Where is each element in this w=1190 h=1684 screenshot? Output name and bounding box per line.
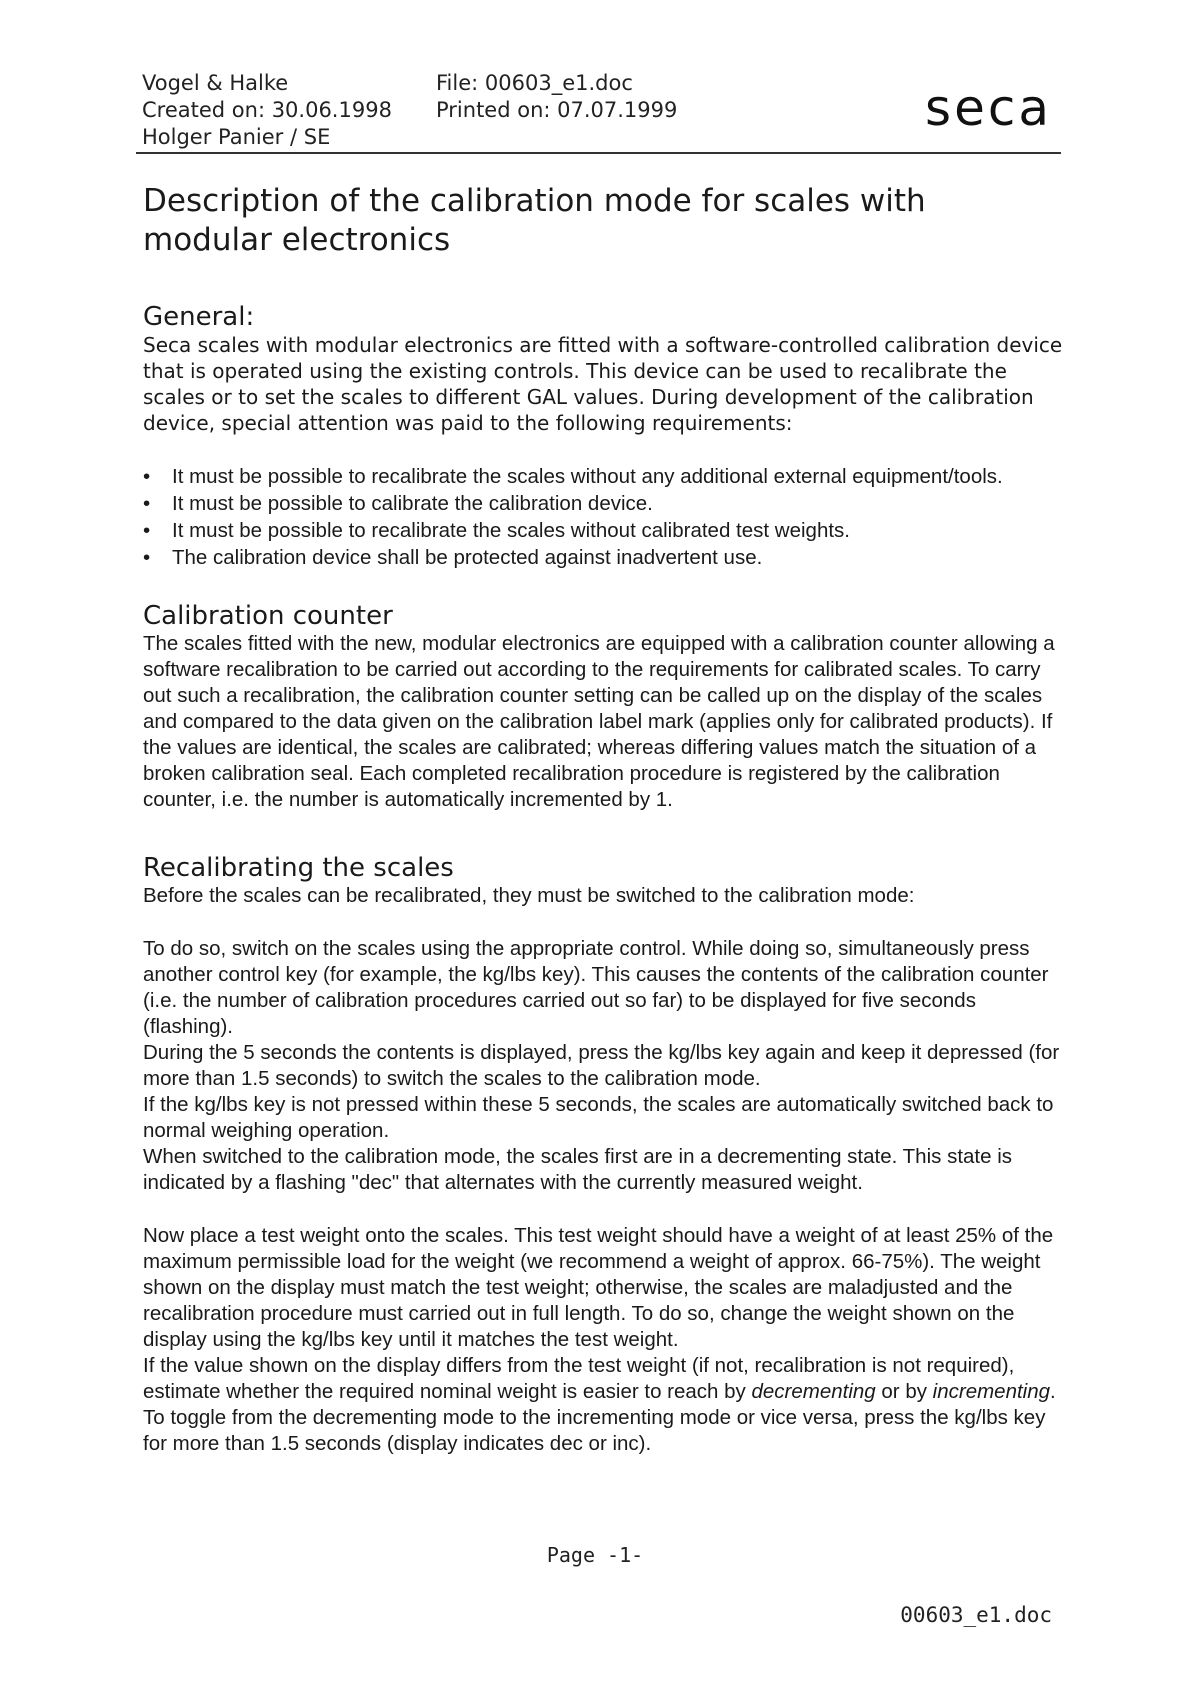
p6-emphasis-decrementing: decrementing <box>751 1380 876 1403</box>
list-item-text: It must be possible to recalibrate the scales without calibrated test weights. <box>172 519 850 542</box>
bullet-icon: • <box>143 492 151 515</box>
list-item-text: It must be possible to recalibrate the scales without any additional external equipment/tools. <box>172 465 1003 488</box>
section-heading-general: General: <box>143 302 255 332</box>
header-divider <box>136 152 1061 154</box>
section-heading-calibration-counter: Calibration counter <box>143 601 393 631</box>
recalibrating-paragraph-4: When switched to the calibration mode, the scales first are in a decrementing state. This state is indicated by a flashing "dec" that alternates with the currently measured weight. <box>143 1145 1013 1194</box>
recalibrating-paragraph-6 <box>143 1353 1063 1457</box>
p6-text-c: . To toggle from the decrementing mode to the incrementing mode or vice versa, press the kg/lbs key for more than 1.5 seconds (display indicates dec or inc). <box>143 1380 1056 1455</box>
list-item <box>143 463 1063 490</box>
bullet-icon: • <box>143 546 151 569</box>
header-created-date: Created on: 30.06.1998 <box>142 98 392 122</box>
document-title: Description of the calibration mode for scales with modular electronics <box>143 183 926 258</box>
p6-text-b: or by <box>875 1380 933 1403</box>
recalibrating-paragraph-1: To do so, switch on the scales using the appropriate control. While doing so, simultaneously press another control key (for example, the kg/lbs key). This causes the contents of the calibration counter (i.e. the number of calibration procedures carried out so far) to be displayed for five seconds (flashing). <box>143 937 1049 1038</box>
section-general <box>143 302 1063 571</box>
list-item <box>143 517 1063 544</box>
page-number: Page -1- <box>546 1543 644 1567</box>
list-item <box>143 544 1063 571</box>
header-author: Holger Panier / SE <box>142 125 331 149</box>
list-item-text: The calibration device shall be protected against inadvertent use. <box>172 546 763 569</box>
bullet-icon: • <box>143 465 151 488</box>
list-item <box>143 490 1063 517</box>
seca-logo: seca <box>925 79 1052 137</box>
section-recalibrating <box>143 853 1063 1457</box>
section-calibration-counter <box>143 601 1063 813</box>
recalibrating-paragraph-2: During the 5 seconds the contents is displayed, press the kg/lbs key again and keep it depressed (for more than 1.5 seconds) to switch the scales to the calibration mode. <box>143 1041 1060 1090</box>
p6-text-a: If the value shown on the display differs from the test weight (if not, recalibration is not required), estimate whether the required nominal weight is easier to reach by <box>143 1354 1015 1403</box>
recalibrating-paragraph-5: Now place a test weight onto the scales. This test weight should have a weight of at least 25% of the maximum permissible load for the weight (we recommend a weight of approx. 66-75%). The weight shown on the display must match the test weight; otherwise, the scales are maladjusted and the recalibration procedure must carried out in full length. To do so, change the weight shown on the display using the kg/lbs key until it matches the test weight. <box>143 1224 1054 1351</box>
header-left-column <box>142 70 432 151</box>
general-paragraph: Seca scales with modular electronics are fitted with a software-controlled calibration device that is operated using the existing controls. This device can be used to recalibrate the scales or to set the scales to different GAL values. During development of the calibration device, special attention was paid to the following requirements: <box>143 333 1063 435</box>
header-file-name: File: 00603_e1.doc <box>436 71 633 95</box>
page-header <box>142 70 1060 152</box>
section-heading-recalibrating: Recalibrating the scales <box>143 853 454 883</box>
calibration-counter-paragraph: The scales fitted with the new, modular electronics are equipped with a calibration counter allowing a software recalibration to be carried out according to the requirements for calibrated scales. To carry out such a recalibration, the calibration counter setting can be called up on the display of the scales and compared to the data given on the calibration label mark (applies only for calibrated products). If the values are identical, the scales are calibrated; whereas differing values match the situation of a broken calibration seal. Each completed recalibration procedure is registered by the calibration counter, i.e. the number is automatically incremented by 1. <box>143 632 1055 811</box>
document-body <box>143 178 1063 1457</box>
recalibrating-paragraph-3: If the kg/lbs key is not pressed within these 5 seconds, the scales are automatically switched back to normal weighing operation. <box>143 1093 1054 1142</box>
header-middle-column <box>436 70 736 124</box>
requirements-list <box>143 463 1063 571</box>
list-item-text: It must be possible to calibrate the calibration device. <box>172 492 653 515</box>
footer-file-name: 00603_e1.doc <box>900 1603 1052 1627</box>
header-printed-date: Printed on: 07.07.1999 <box>436 98 678 122</box>
bullet-icon: • <box>143 519 151 542</box>
header-company: Vogel & Halke <box>142 71 289 95</box>
p6-emphasis-incrementing: incrementing <box>932 1380 1051 1403</box>
recalibrating-intro: Before the scales can be recalibrated, they must be switched to the calibration mode: <box>143 884 915 907</box>
